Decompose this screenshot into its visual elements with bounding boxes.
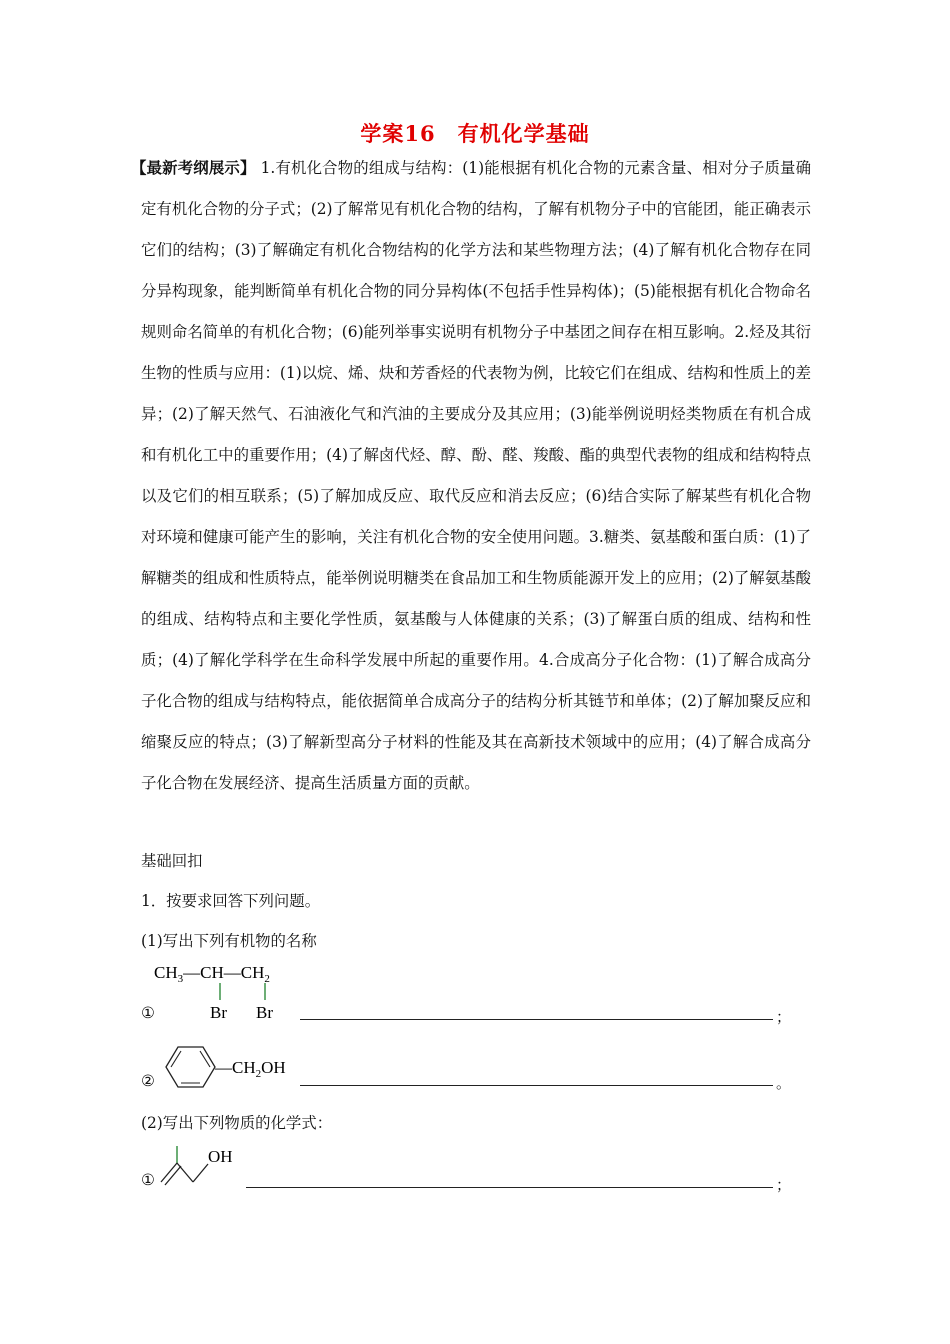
structure-text-ch2oh: $—CH_2OH$ bbox=[215, 1058, 286, 1080]
item-number-3: ① bbox=[141, 1171, 155, 1189]
structure-benzyl-alcohol bbox=[158, 1042, 298, 1092]
sub-question-2-prompt: (2)写出下列物质的化学式： bbox=[141, 1114, 333, 1132]
sub-question-1-prompt: (1)写出下列有机物的名称 bbox=[141, 932, 317, 950]
ring-double-bond-1 bbox=[171, 1051, 181, 1067]
outline-text: 1.有机化合物的组成与结构：(1)能根据有机化合物的元素含量、相对分子质量确定有机化合物的分子式；(2)了解常见有机化合物的结构，了解有机物分子中的官能团，能正确表示它们的结构；(3)了解确定有机化合物结构的化学方法和某些物理方法；(4)了解有机化合物存在同分异构现象，能判断简单有机化合物的同分异构体(不包括手性异构体)；(5)能根据有机化合物命名规则命名简单的有机化合物；(6)能列举事实说明有机物分子中基团之间存在相互影响。2.烃及其衍生物的性质与应用：(1)以烷、烯、炔和芳香烃的代表物为例，比较它们在组成、结构和性质上的差异；(2)了解天然气、石油液化气和汽油的主要成分及其应用；(3)能举例说明烃类物质在有机合成和有机化工中的重要作用；(4)了解卤代烃、醇、酚、醛、羧酸、酯的典型代表物的组成和结构特点以及它们的相互联系；(5)了解加成反应、取代反应和消去反应；(6)结合实际了解某些有机化合物对环境和健康可能产生的影响，关注有机化合物的安全使用问题。3.糖类、氨基酸和蛋白质：(1)了解糖类的组成和性质特点，能举例说明糖类在食品加工和生物质能源开发上的应用；(2)了解氨基酸的组成、结构特点和主要化学性质，氨基酸与人体健康的关系；(3)了解蛋白质的组成、结构和性质；(4)了解化学科学在生命科学发展中所起的重要作用。4.合成高分子化合物：(1)了解合成高分子化合物的组成与结构特点，能依据简单合成高分子的结构分析其链节和单体；(2)了解加聚反应和缩聚反应的特点；(3)了解新型高分子材料的性能及其在高新技术领域中的应用；(4)了解合成高分子化合物在发展经济、提高生活质量方面的贡献。 bbox=[141, 159, 811, 792]
structure-skeletal-alcohol bbox=[150, 1142, 250, 1192]
question-1: 1．按要求回答下列问题。 bbox=[141, 892, 321, 910]
item-number-2: ② bbox=[141, 1072, 155, 1090]
chain-bond-1 bbox=[177, 1163, 193, 1182]
item-end-punct-3: ； bbox=[776, 1176, 792, 1194]
answer-blank-1[interactable] bbox=[300, 1019, 773, 1020]
item-end-punct-1: ； bbox=[776, 1008, 792, 1026]
item-end-punct-2: 。 bbox=[776, 1074, 792, 1092]
answer-blank-2[interactable] bbox=[300, 1085, 773, 1086]
chain-bond-2 bbox=[193, 1164, 208, 1182]
item-number-1: ① bbox=[141, 1004, 155, 1022]
exam-outline-paragraph bbox=[131, 148, 811, 804]
benzene-ring bbox=[166, 1047, 215, 1087]
structure-text-ch3: $CH_3—CH—CH_2$ bbox=[154, 963, 270, 985]
section-heading: 基础回扣 bbox=[141, 852, 203, 870]
structure-dibromopropane bbox=[150, 958, 310, 1028]
bromine-label-1: Br bbox=[210, 1003, 227, 1022]
ring-double-bond-2 bbox=[200, 1051, 210, 1067]
double-bond-b bbox=[165, 1166, 181, 1185]
hydroxyl-label: OH bbox=[208, 1147, 233, 1166]
bromine-label-2: Br bbox=[256, 1003, 273, 1022]
page-title: 学案16 有机化学基础 bbox=[360, 121, 590, 146]
double-bond-a bbox=[161, 1163, 177, 1182]
outline-tag: 【最新考纲展示】 bbox=[131, 159, 256, 177]
answer-blank-3[interactable] bbox=[246, 1187, 773, 1188]
